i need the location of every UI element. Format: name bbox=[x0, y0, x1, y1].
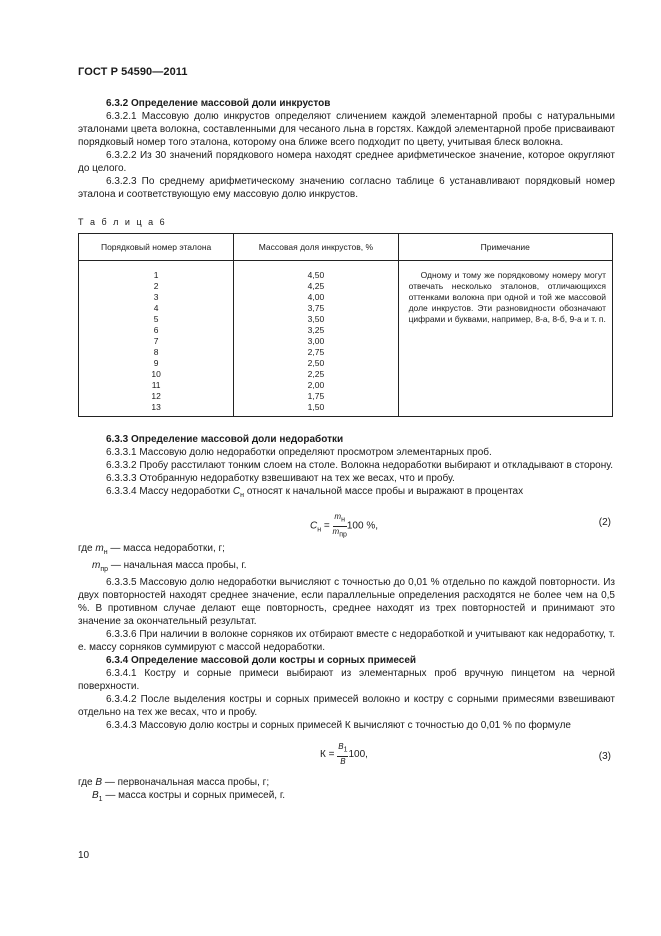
where-var-b1-subscript: 1 bbox=[98, 796, 103, 803]
table-cell-share: 3,25 bbox=[307, 325, 325, 335]
table-cell-share: 1,50 bbox=[307, 402, 325, 412]
formula-2-numerator-subscript: н bbox=[341, 516, 345, 524]
paragraph-6-3-3-6: 6.3.3.6 При наличии в волокне сорняков их отбирают вместе с недоработкой и учитывают как недоработку, т. е. массу сорняков суммируют с массой недоработки. bbox=[78, 629, 615, 653]
paragraph-6-3-3-2: 6.3.3.2 Пробу расстилают тонким слоем на столе. Волокна недоработки выбирают и откладывают в сторону. bbox=[106, 460, 614, 471]
table-column-numbers bbox=[79, 261, 234, 417]
table-cell-share: 2,75 bbox=[307, 347, 325, 357]
formula-2-denominator-var: m bbox=[332, 526, 340, 536]
table-cell-share: 1,75 bbox=[307, 391, 325, 401]
formula-2-denominator-subscript: пр bbox=[339, 531, 347, 539]
formula-2 bbox=[78, 502, 615, 542]
paragraph-6-3-3-5: 6.3.3.5 Массовую долю недоработки вычисляют с точностью до 0,01 % отдельно по каждой повторности. Из двух повторностей находят среднее значение, если параллельные определения расходятся не более чем на 0,5 %. В противном случае делают еще повторность, среднее находят из трех повторностей и принимают это значение за окончательный результат. bbox=[78, 577, 615, 627]
where-line-3 bbox=[78, 776, 615, 789]
table-cell-share: 4,25 bbox=[307, 281, 325, 291]
formula-3-expression bbox=[320, 742, 368, 767]
formula-3-number: (3) bbox=[598, 751, 611, 762]
formula-2-lhs: C bbox=[310, 520, 318, 532]
where-text-b1: — масса костры и сорных примесей, г. bbox=[105, 790, 286, 801]
table-cell-share: 4,00 bbox=[307, 292, 325, 302]
table-caption: Т а б л и ц а 6 bbox=[78, 217, 167, 227]
table-cell-number: 2 bbox=[153, 281, 159, 291]
table-cell-number: 12 bbox=[151, 391, 161, 401]
table-header-row bbox=[79, 234, 613, 261]
table-cell-number: 10 bbox=[151, 369, 161, 379]
paragraph-6-3-2-3: 6.3.2.3 По среднему арифметическому значению согласно таблице 6 устанавливают порядковый номер эталона и соответствующую ему массовую долю инкрустов. bbox=[78, 176, 615, 200]
formula-3-numerator-subscript: 1 bbox=[343, 746, 348, 754]
paragraph-6-3-3-4 bbox=[78, 485, 615, 502]
table-cell-number: 6 bbox=[153, 325, 159, 335]
where-text-b: — первоначальная масса пробы, г; bbox=[104, 777, 270, 788]
formula-3-fraction bbox=[337, 742, 348, 767]
where-word: где bbox=[78, 543, 93, 554]
paragraph-6-3-2-1: 6.3.2.1 Массовую долю инкрустов определяют сличением каждой элементарной пробы с натуральными эталонами цвета волокна, составленными для чесаного льна в горстях. Каждой элементарной пробе присваивают порядковый номер того эталона, которому она ближе всего подходит по цвету, учитывая блеск волокна. bbox=[78, 111, 615, 148]
where-var-mn: m bbox=[95, 543, 104, 554]
formula-3-lhs: К = bbox=[320, 748, 335, 760]
table-cell-share: 3,50 bbox=[307, 314, 325, 324]
where-var-b: B bbox=[95, 777, 103, 788]
where-line-2 bbox=[78, 559, 615, 576]
table-column-shares bbox=[234, 261, 398, 417]
table-cell-share: 3,75 bbox=[307, 303, 325, 313]
var-c: C bbox=[232, 486, 241, 497]
table-cell-number: 8 bbox=[153, 347, 159, 357]
table-cell-number: 9 bbox=[153, 358, 159, 368]
table-cell-number: 1 bbox=[153, 270, 159, 280]
formula-2-numerator-var: m bbox=[334, 512, 342, 521]
paragraph-6-3-3-1: 6.3.3.1 Массовую долю недоработки определяют просмотром элементарных проб. bbox=[106, 447, 492, 458]
section-heading-6-3-2: 6.3.2 Определение массовой доли инкрустов bbox=[106, 98, 331, 109]
table-cell-number: 11 bbox=[151, 380, 161, 390]
section-heading-6-3-4: 6.3.4 Определение массовой доли костры и сорных примесей bbox=[106, 655, 417, 666]
where-word-2: где bbox=[78, 777, 93, 788]
formula-2-expression: $C_н$ = $\frac{m_н}{m_{пр}}$ 100 %, bbox=[310, 512, 379, 539]
where-line-1 bbox=[78, 542, 615, 559]
page-number: 10 bbox=[78, 850, 90, 861]
formula-2-denominator bbox=[333, 527, 347, 541]
table-cell-share: 2,25 bbox=[307, 369, 325, 379]
where-text-mn: — масса недоработки, г; bbox=[110, 543, 225, 554]
formula-3 bbox=[78, 732, 615, 776]
table-6 bbox=[78, 233, 613, 417]
where-var-mpr-subscript: пр bbox=[100, 566, 109, 573]
where-line-4 bbox=[78, 789, 615, 806]
page-content bbox=[78, 97, 615, 806]
where-var-mn-subscript: н bbox=[103, 549, 108, 556]
formula-2-number: (2) bbox=[598, 517, 611, 528]
where-var-mpr: m bbox=[92, 560, 101, 571]
formula-3-tail: 100, bbox=[348, 748, 368, 760]
paragraph-6-3-4-1: 6.3.4.1 Костру и сорные примеси выбирают из элементарных проб вручную пинцетом на черной поверхности. bbox=[78, 668, 615, 692]
table-cell-number: 7 bbox=[153, 336, 159, 346]
table-cell-share: 4,50 bbox=[307, 270, 325, 280]
formula-3-numerator-var: B bbox=[338, 742, 344, 751]
where-text-mpr: — начальная масса пробы, г. bbox=[110, 560, 247, 571]
paragraph-6-3-3-3: 6.3.3.3 Отобранную недоработку взвешивают на тех же весах, что и пробу. bbox=[106, 473, 455, 484]
paragraph-6-3-2-2: 6.3.2.2 Из 30 значений порядкового номера находят среднее арифметическое значение, которое округляют до целого. bbox=[78, 150, 615, 174]
table-cell-share: 2,00 bbox=[307, 380, 325, 390]
table-cell-number: 13 bbox=[151, 402, 161, 412]
table-cell-number: 3 bbox=[153, 292, 159, 302]
formula-2-lhs-subscript: н bbox=[317, 526, 322, 534]
table-cell-number: 4 bbox=[153, 303, 159, 313]
formula-3-denominator: B bbox=[340, 756, 346, 766]
document-code: ГОСТ Р 54590—2011 bbox=[78, 66, 188, 78]
table-cell-share: 3,00 bbox=[307, 336, 325, 346]
table-cell-share: 2,50 bbox=[307, 358, 325, 368]
table-note-cell: Одному и тому же порядковому номеру могут отвечать несколько эталонов, отличающихся оттенками волокна при одной и той же массовой доле инкрустов. Эти разновидности обозначают цифрами и буквами, например, 8-а, 8-б, 9-а и т. п. bbox=[398, 261, 612, 417]
paragraph-6-3-4-3: 6.3.4.3 Массовую долю костры и сорных примесей К вычисляют с точностью до 0,01 % по формуле bbox=[106, 720, 571, 731]
paragraph-6-3-4-2: 6.3.4.2 После выделения костры и сорных примесей волокно и костру с сорными примесями взвешивают отдельно на тех же весах, что и пробу. bbox=[78, 694, 615, 718]
formula-2-fraction bbox=[333, 512, 347, 540]
formula-2-tail: 100 %, bbox=[346, 520, 379, 532]
var-c-subscript: н bbox=[240, 492, 245, 499]
table-cell-number: 5 bbox=[153, 314, 159, 324]
table-header-share: Массовая доля инкрустов, % bbox=[234, 234, 398, 261]
table-header-note: Примечание bbox=[398, 234, 612, 261]
paragraph-6-3-3-4-tail: относят к начальной массе пробы и выражают в процентах bbox=[246, 486, 524, 497]
where-var-b1: B bbox=[92, 790, 99, 801]
section-heading-6-3-3: 6.3.3 Определение массовой доли недоработки bbox=[106, 434, 344, 445]
formula-2-numerator bbox=[333, 512, 347, 527]
formula-3-numerator bbox=[337, 742, 348, 757]
paragraph-6-3-3-4-lead: 6.3.3.4 Массу недоработки bbox=[106, 486, 231, 497]
table-row bbox=[79, 261, 613, 417]
table-header-number: Порядковый номер эталона bbox=[79, 234, 234, 261]
